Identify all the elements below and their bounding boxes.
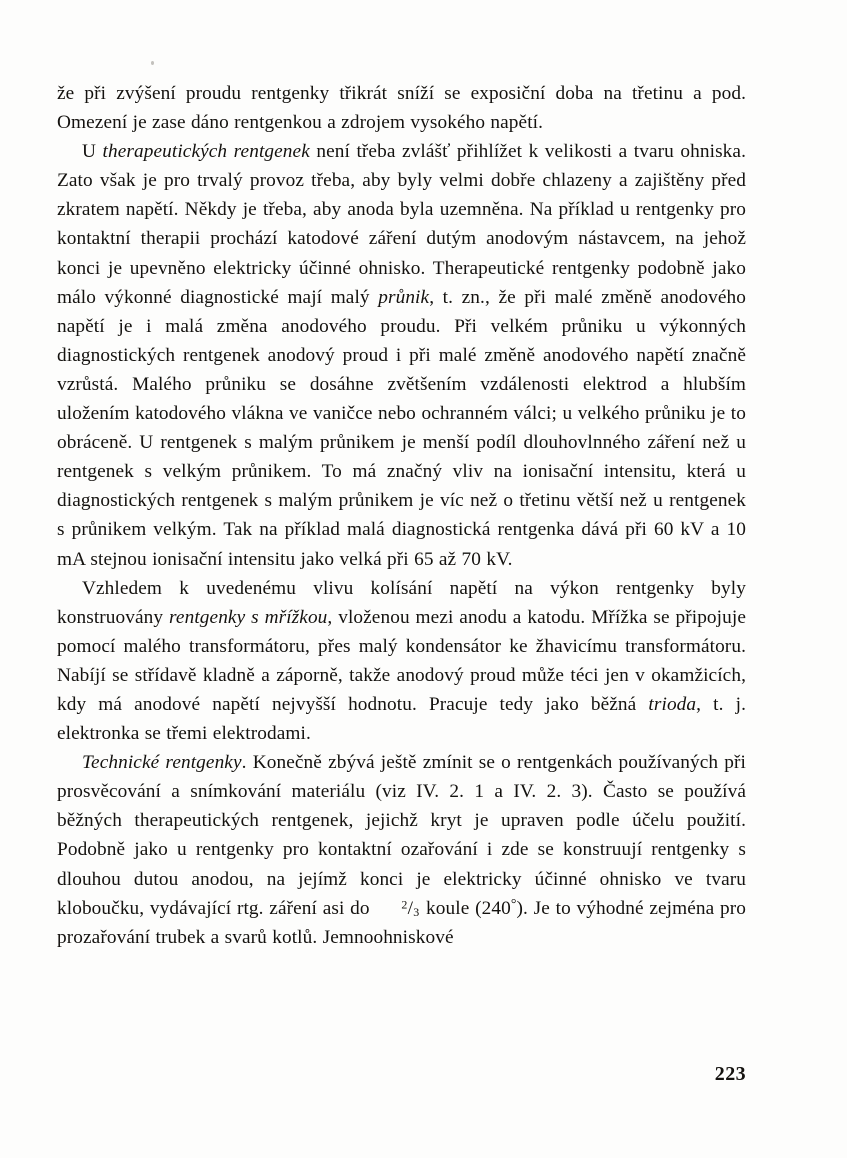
emphasis-term: rentgenky s mřížkou — [169, 606, 328, 628]
paragraph: Technické rentgenky. Konečně zbývá ještě zmínit se o rentgenkách používaných při prosvěcování a snímkování materiálu (viz IV. 2. 1 a IV. 2. 3). Často se používá běžných therapeutických rentgenek, jejichž kryt je upraven podle účelu použití. Podobně jako u rentgenky pro kontaktní ozařování i zde se konstruují rentgenky s dlouhou dutou anodou, na jejímž konci je elektricky účinné ohnisko ve tvaru kloboučku, vydávající rtg. záření asi do $^2/_3$ koule (240°). Je to výhodné zejména pro prozařování trubek a svarů kotlů. Jemnoohniskové — [57, 752, 746, 948]
paragraph: Vzhledem k uvedenému vlivu kolísání napětí na výkon rentgenky byly konstruovány rentgenky s mřížkou, vloženou mezi anodu a katodu. Mřížka se připojuje pomocí malého transformátoru, přes malý kondensátor ke žhavicímu transformátoru. Nabíjí se střídavě kladně a záporně, takže anodový proud může téci jen v okamžicích, kdy má anodové napětí nejvyšší hodnotu. Pracuje tedy jako běžná trioda, t. j. elektronka se třemi elektrodami. — [57, 577, 746, 745]
scan-speck-artifact — [151, 61, 154, 65]
emphasis-term: Technické rentgenky — [82, 752, 242, 774]
emphasis-term: průnik — [378, 286, 430, 308]
paragraph: že při zvýšení proudu rentgenky třikrát sníží se exposiční doba na třetinu a pod. Omezení je zase dáno rentgenkou a zdrojem vysokého napětí. — [57, 83, 746, 134]
body-text-block — [57, 79, 746, 952]
fraction: $^2/_3$ — [401, 897, 420, 919]
degree-sign: ° — [510, 896, 517, 912]
page-number: 223 — [714, 1063, 746, 1085]
emphasis-term: therapeutických rentgenek — [102, 141, 310, 163]
paragraph: U therapeutických rentgenek není třeba zvlášť přihlížet k velikosti a tvaru ohniska. Zato však je pro trvalý provoz třeba, aby byly velmi dobře chlazeny a zajištěny před zkratem napětí. Někdy je třeba, aby anoda byla uzemněna. Na příklad u rentgenky pro kontaktní therapii prochází katodové záření dutým anodovým nástavcem, na jehož konci je upevněno elektricky účinné ohnisko. Therapeutické rentgenky podobně jako málo výkonné diagnostické mají malý průnik, t. zn., že při malé změně anodového napětí je i malá změna anodového proudu. Při velkém průniku u výkonných diagnostických rentgenek anodový proud i při malé změně anodového napětí značně vzrůstá. Malého průniku se dosáhne zvětšením vzdálenosti elektrod a hlubším uložením katodového vlákna ve vaničce nebo ochranném válci; u velkého průniku je to obráceně. U rentgenek s malým průnikem je menší podíl dlouhovlnného záření než u rentgenek s velkým průnikem. To má značný vliv na ionisační intensitu, která u diagnostických rentgenek s malým průnikem je víc než o třetinu větší než u rentgenek s průnikem velkým. Tak na příklad malá diagnostická rentgenka dává při 60 kV a 10 mA stejnou ionisační intensitu jako velká při 65 až 70 kV. — [57, 141, 746, 570]
emphasis-term: trioda — [648, 693, 697, 715]
